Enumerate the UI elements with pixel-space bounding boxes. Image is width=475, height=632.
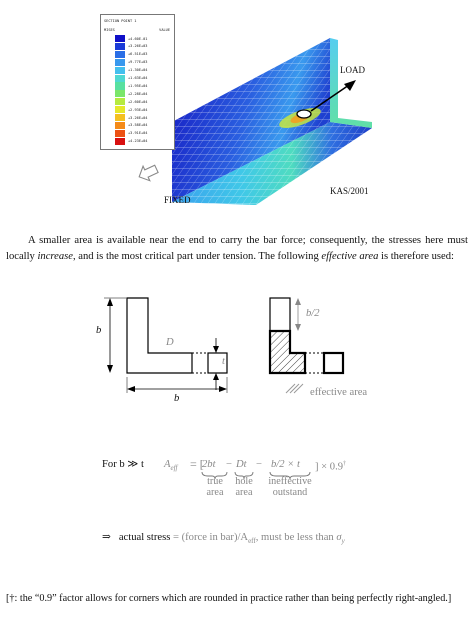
credit-label: KAS/2001: [330, 186, 369, 196]
legend-swatch: [115, 114, 125, 121]
label-outstand: outstand: [272, 487, 308, 498]
formula-term-outstand: b/2 × t: [271, 459, 300, 470]
legend-header-left: MISES: [104, 28, 115, 32]
label-area-2: area: [235, 487, 253, 498]
legend-value: +3.26E+03: [128, 44, 148, 49]
actual-stress-line: [102, 530, 472, 550]
formula-lhs: A: [164, 459, 171, 470]
formula-condition: For b ≫ t: [102, 459, 144, 470]
label-true: true: [207, 476, 223, 487]
paragraph-text-2: , and is the most critical part under tension. The following: [72, 250, 322, 262]
sigma-symbol: σ: [336, 532, 342, 543]
label-area-1: area: [206, 487, 224, 498]
sigma-sub: y: [341, 537, 345, 546]
paragraph-text-1: A smaller area is available near the end to carry the bar force; consequently, the stresses here must locally: [6, 235, 468, 262]
legend-row: [115, 138, 147, 145]
legend-swatch: [115, 82, 125, 89]
legend-swatch: [115, 138, 125, 145]
dim-D: D: [166, 337, 174, 348]
legend-value: +9.77E+03: [128, 60, 148, 65]
fixed-arrow: [136, 162, 160, 185]
label-ineffective: ineffective: [268, 476, 312, 487]
effective-area-formula: [0, 455, 475, 515]
legend-swatch: [115, 35, 125, 42]
hatch-legend-icon: [286, 384, 303, 393]
result-lead: actual stress: [118, 532, 171, 543]
formula-minus-1: −: [226, 459, 232, 470]
legend-swatch: [115, 90, 125, 97]
legend-row: [115, 59, 147, 66]
legend-value: +3.26E+04: [128, 115, 148, 120]
result-sub: eff: [248, 537, 256, 546]
legend-swatch: [115, 67, 125, 74]
legend-row: [115, 114, 147, 121]
result-tail: , must be less than: [255, 532, 334, 543]
legend-swatch: [115, 59, 125, 66]
angle-section-outline: [127, 298, 192, 373]
formula-eq-open: = [: [190, 457, 204, 471]
legend-value: +2.93E+04: [128, 107, 148, 112]
bolt-hole: [297, 110, 311, 118]
effective-area-label: effective area: [310, 387, 368, 398]
legend-row: [115, 122, 147, 129]
formula-minus-2: −: [256, 459, 262, 470]
legend-swatch: [115, 98, 125, 105]
emphasis-effective-area: effective area: [321, 250, 379, 262]
dim-b-half: b/2: [306, 308, 320, 319]
formula-close: ] × 0.9: [315, 461, 344, 473]
formula-term-hole: Dt: [236, 459, 247, 470]
result-expression: = (force in bar)/A: [172, 532, 249, 543]
legend-value: +6.51E+03: [128, 52, 148, 57]
fe-figure: [0, 0, 475, 215]
legend-swatch: [115, 122, 125, 129]
effective-section: [270, 331, 305, 373]
dim-b-vertical: b: [96, 325, 102, 336]
legend-row: [115, 90, 147, 97]
load-label: LOAD: [340, 65, 365, 75]
legend-value: +4.60E-01: [128, 36, 148, 41]
legend-value: +1.30E+04: [128, 68, 148, 73]
legend-value: +3.58E+04: [128, 123, 148, 128]
legend-swatch: [115, 130, 125, 137]
legend-row: [115, 82, 147, 89]
legend-row: [115, 51, 147, 58]
legend-swatch: [115, 106, 125, 113]
implies-arrow: ⇒: [102, 532, 111, 543]
fe-model-drawing: [0, 0, 475, 215]
legend-value: +1.63E+04: [128, 76, 148, 81]
footnote: [†: the “0.9” factor allows for corners which are rounded in practice rather than being perfectly right-angled.]: [6, 593, 452, 604]
legend-row: [115, 130, 147, 137]
section-diagram: [0, 290, 475, 415]
paragraph-text-3: is therefore used:: [378, 250, 454, 262]
legend-swatch: [115, 75, 125, 82]
emphasis-increase: increase: [37, 250, 73, 262]
stress-legend: [100, 14, 175, 150]
legend-title: SECTION POINT 1: [104, 19, 137, 23]
dim-t: t: [222, 356, 225, 367]
legend-swatch: [115, 51, 125, 58]
legend-value: +2.60E+04: [128, 99, 148, 104]
legend-row: [115, 67, 147, 74]
legend-row: [115, 43, 147, 50]
legend-row: [115, 35, 147, 42]
legend-value: +3.91E+04: [128, 131, 148, 136]
fixed-label: FIXED: [164, 195, 191, 205]
legend-header-right: VALUE: [159, 28, 170, 32]
legend-value: +4.23E+04: [128, 139, 148, 144]
body-paragraph: [6, 233, 468, 264]
legend-value: +1.95E+04: [128, 83, 148, 88]
legend-row: [115, 106, 147, 113]
label-hole: hole: [235, 476, 253, 487]
formula-dagger: †: [343, 461, 347, 467]
legend-row: [115, 75, 147, 82]
legend-value: +2.28E+04: [128, 91, 148, 96]
formula-term-true: 2bt: [202, 459, 216, 470]
formula-lhs-sub: eff: [170, 464, 178, 473]
dim-b-horizontal: b: [174, 393, 180, 404]
legend-swatch: [115, 43, 125, 50]
legend-row: [115, 98, 147, 105]
